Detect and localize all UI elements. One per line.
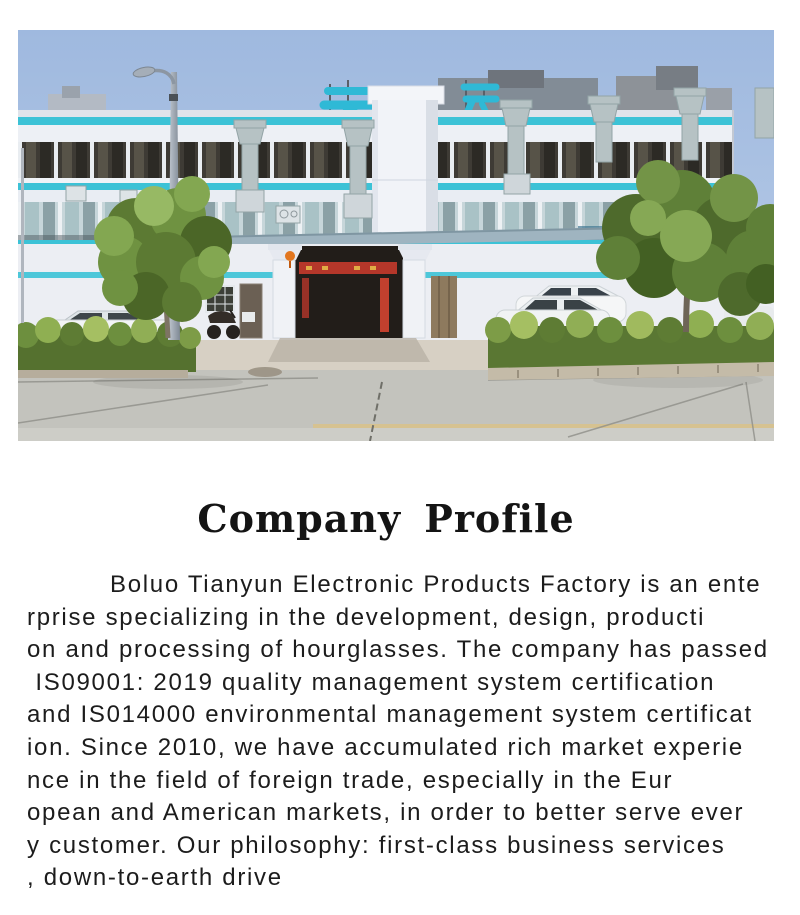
lantern <box>285 251 295 261</box>
wet-patch <box>248 367 282 377</box>
central-tower <box>368 86 444 240</box>
company-profile-text: Boluo Tianyun Electronic Products Factory is an ente rprise specializing in the development, design, producti on and processing of hourglasses. The company has passed IS09001: 2019 quality management system certification and IS014000 environmental management system certificat ion. Since 2010, we have accumulated rich market experie nce in the field of foreign trade, especially in the Eur opean and American markets, in order to better serve ever y customer. Our philosophy: first-class business services , down-to-earth drive <box>27 571 769 892</box>
page-title: Company Profile <box>197 496 575 541</box>
plastic-chair <box>242 312 255 322</box>
entrance-couplet <box>380 278 389 332</box>
entrance-banner <box>299 262 397 274</box>
factory-photo <box>18 30 774 441</box>
factory-photo-art <box>18 30 774 441</box>
flag-pole <box>21 148 24 323</box>
